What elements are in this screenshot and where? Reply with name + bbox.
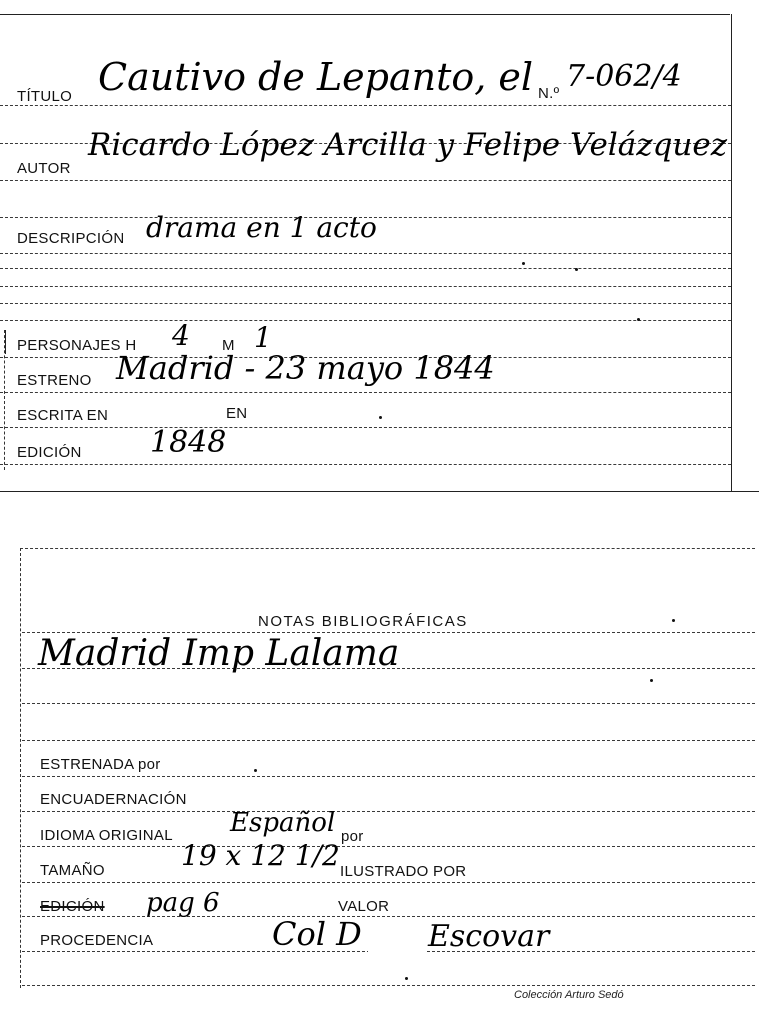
numero-value: 7-062/4 — [566, 59, 682, 94]
ink-speck — [405, 977, 408, 980]
ruled-line — [0, 105, 731, 106]
card-left-border — [20, 548, 21, 988]
personajes-tick — [5, 330, 6, 354]
ruled-line — [0, 427, 731, 428]
card-bottom-border — [0, 491, 759, 492]
ruled-line — [0, 286, 731, 287]
ruled-line — [0, 253, 731, 254]
idioma-por-label: por — [341, 828, 364, 845]
ruled-line — [0, 464, 731, 465]
ruled-line — [22, 916, 755, 917]
procedencia-label: PROCEDENCIA — [40, 932, 154, 949]
ruled-line — [22, 882, 755, 883]
personajes-h-value: 4 — [172, 319, 190, 352]
autor-value: Ricardo López Arcilla y Felipe Velázquez — [88, 127, 728, 163]
ruled-line — [22, 846, 755, 847]
ruled-line — [22, 811, 755, 812]
estreno-label: ESTRENO — [17, 372, 92, 389]
personajes-m-value: 1 — [254, 321, 272, 354]
ink-speck — [379, 416, 382, 419]
edicion-back-value: pag 6 — [146, 888, 220, 918]
ruled-line — [0, 392, 731, 393]
ink-speck — [672, 619, 675, 622]
numero-label: N.º — [538, 85, 560, 102]
ruled-line — [0, 268, 731, 269]
estrenada-label: ESTRENADA por — [40, 756, 161, 773]
card-top-border — [0, 14, 730, 15]
edicion-value: 1848 — [150, 425, 227, 460]
edicion-struck-label: EDICIÓN — [40, 898, 105, 915]
catalog-card-front — [0, 0, 759, 495]
tamano-value: 19 x 12 1/2 — [181, 839, 340, 872]
edicion-label: EDICIÓN — [17, 444, 82, 461]
personajes-m-label: M — [222, 337, 235, 354]
valor-label: VALOR — [338, 898, 390, 915]
tamano-label: TAMAÑO — [40, 862, 105, 879]
collection-credit: Colección Arturo Sedó — [514, 989, 624, 1001]
idioma-label: IDIOMA ORIGINAL — [40, 827, 173, 844]
ruled-line — [22, 985, 755, 986]
ruled-line — [0, 180, 731, 181]
titulo-label: TÍTULO — [17, 88, 73, 105]
idioma-value: Español — [230, 808, 336, 838]
ink-speck — [650, 679, 653, 682]
autor-label: AUTOR — [17, 160, 71, 177]
ink-speck — [254, 769, 257, 772]
estreno-value: Madrid - 23 mayo 1844 — [116, 349, 495, 387]
ruled-line — [22, 776, 755, 777]
personajes-label: PERSONAJES H — [17, 337, 137, 354]
procedencia-value-2: Escovar — [428, 919, 550, 954]
ink-speck — [522, 262, 525, 265]
descripcion-value: drama en 1 acto — [146, 211, 377, 244]
card-right-border — [731, 14, 732, 492]
card-top-border — [20, 548, 755, 549]
ink-speck — [637, 318, 640, 321]
en-label: EN — [226, 405, 248, 422]
ruled-line — [22, 740, 755, 741]
ruled-line — [0, 303, 731, 304]
ruled-line — [0, 320, 731, 321]
procedencia-value-1: Col D — [272, 915, 362, 953]
escrita-en-label: ESCRITA EN — [17, 407, 109, 424]
notas-title: NOTAS BIBLIOGRÁFICAS — [258, 613, 468, 630]
erased-patch — [368, 920, 426, 960]
titulo-value: Cautivo de Lepanto, el — [98, 55, 534, 99]
notas-value: Madrid Imp Lalama — [38, 633, 400, 674]
ruled-line — [22, 703, 755, 704]
ilustrado-label: ILUSTRADO POR — [340, 863, 467, 880]
descripcion-label: DESCRIPCIÓN — [17, 230, 125, 247]
ink-speck — [575, 268, 578, 271]
encuadernacion-label: ENCUADERNACIÓN — [40, 791, 187, 808]
catalog-card-back — [0, 540, 759, 1028]
